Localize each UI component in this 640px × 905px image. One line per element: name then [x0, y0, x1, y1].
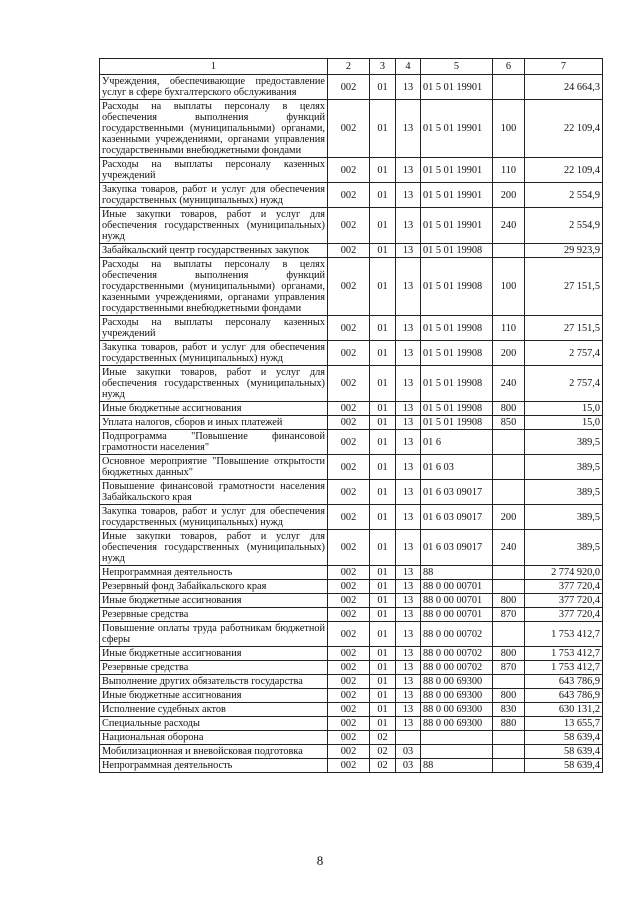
table-row	[100, 731, 603, 745]
pr-cell: 13	[396, 208, 421, 244]
amount-cell: 2 554,9	[525, 208, 603, 244]
vr-cell: 800	[493, 594, 525, 608]
table-row	[100, 647, 603, 661]
row-name-cell: Иные бюджетные ассигнования	[100, 594, 328, 608]
kcsr-cell: 01 6 03 09017	[421, 480, 493, 505]
kcsr-cell: 88 0 00 69300	[421, 689, 493, 703]
amount-cell: 389,5	[525, 455, 603, 480]
vr-cell	[493, 430, 525, 455]
amount-cell: 22 109,4	[525, 158, 603, 183]
rz-cell: 01	[370, 594, 396, 608]
kcsr-cell: 88 0 00 69300	[421, 703, 493, 717]
ved-cell: 002	[328, 622, 370, 647]
ved-cell: 002	[328, 341, 370, 366]
ved-cell: 002	[328, 530, 370, 566]
kcsr-cell: 01 6 03 09017	[421, 505, 493, 530]
vr-cell	[493, 580, 525, 594]
vr-cell	[493, 759, 525, 773]
kcsr-cell	[421, 731, 493, 745]
ved-cell: 002	[328, 183, 370, 208]
ved-cell: 002	[328, 430, 370, 455]
pr-cell: 13	[396, 689, 421, 703]
vr-cell	[493, 622, 525, 647]
row-name-cell: Основное мероприятие "Повышение открытости бюджетных данных"	[100, 455, 328, 480]
rz-cell: 01	[370, 455, 396, 480]
amount-cell: 13 655,7	[525, 717, 603, 731]
kcsr-cell: 01 5 01 19908	[421, 341, 493, 366]
row-name-cell: Уплата налогов, сборов и иных платежей	[100, 416, 328, 430]
kcsr-cell: 01 5 01 19901	[421, 75, 493, 100]
kcsr-cell: 88 0 00 00702	[421, 661, 493, 675]
row-name-cell: Расходы на выплаты персоналу казенных учреждений	[100, 158, 328, 183]
pr-cell: 13	[396, 75, 421, 100]
row-name-cell: Закупка товаров, работ и услуг для обеспечения государственных (муниципальных) нужд	[100, 341, 328, 366]
pr-cell: 03	[396, 759, 421, 773]
row-name-cell: Иные бюджетные ассигнования	[100, 647, 328, 661]
amount-cell: 643 786,9	[525, 689, 603, 703]
kcsr-cell: 01 5 01 19908	[421, 416, 493, 430]
amount-cell: 2 554,9	[525, 183, 603, 208]
ved-cell: 002	[328, 594, 370, 608]
header-cell: 5	[421, 59, 493, 75]
rz-cell: 01	[370, 661, 396, 675]
rz-cell: 01	[370, 208, 396, 244]
amount-cell: 389,5	[525, 505, 603, 530]
header-cell: 6	[493, 59, 525, 75]
ved-cell: 002	[328, 675, 370, 689]
row-name-cell: Иные закупки товаров, работ и услуг для обеспечения государственных (муниципальных) нужд	[100, 366, 328, 402]
row-name-cell: Расходы на выплаты персоналу казенных учреждений	[100, 316, 328, 341]
rz-cell: 01	[370, 689, 396, 703]
vr-cell	[493, 455, 525, 480]
pr-cell: 13	[396, 258, 421, 316]
ved-cell: 002	[328, 208, 370, 244]
pr-cell: 13	[396, 402, 421, 416]
pr-cell: 13	[396, 100, 421, 158]
rz-cell: 01	[370, 530, 396, 566]
rz-cell: 01	[370, 717, 396, 731]
table-row	[100, 505, 603, 530]
ved-cell: 002	[328, 402, 370, 416]
vr-cell	[493, 745, 525, 759]
rz-cell: 01	[370, 566, 396, 580]
rz-cell: 01	[370, 505, 396, 530]
ved-cell: 002	[328, 717, 370, 731]
table-row	[100, 158, 603, 183]
amount-cell: 377 720,4	[525, 608, 603, 622]
page-number: 8	[316, 853, 324, 868]
vr-cell: 200	[493, 505, 525, 530]
rz-cell: 01	[370, 183, 396, 208]
rz-cell: 01	[370, 100, 396, 158]
ved-cell: 002	[328, 703, 370, 717]
rz-cell: 02	[370, 745, 396, 759]
rz-cell: 02	[370, 759, 396, 773]
kcsr-cell: 88 0 00 00702	[421, 622, 493, 647]
row-name-cell: Непрограммная деятельность	[100, 566, 328, 580]
row-name-cell: Повышение оплаты труда работникам бюджетной сферы	[100, 622, 328, 647]
table-row	[100, 208, 603, 244]
vr-cell: 110	[493, 316, 525, 341]
rz-cell: 01	[370, 647, 396, 661]
amount-cell: 58 639,4	[525, 731, 603, 745]
table-row	[100, 745, 603, 759]
row-name-cell: Подпрограмма "Повышение финансовой грамотности населения"	[100, 430, 328, 455]
rz-cell: 01	[370, 402, 396, 416]
pr-cell: 13	[396, 366, 421, 402]
kcsr-cell: 01 5 01 19908	[421, 402, 493, 416]
header-cell: 7	[525, 59, 603, 75]
amount-cell: 29 923,9	[525, 244, 603, 258]
budget-table	[99, 58, 603, 773]
pr-cell: 13	[396, 594, 421, 608]
kcsr-cell: 88	[421, 566, 493, 580]
amount-cell: 2 757,4	[525, 366, 603, 402]
table-row	[100, 183, 603, 208]
vr-cell: 870	[493, 661, 525, 675]
rz-cell: 01	[370, 416, 396, 430]
vr-cell: 200	[493, 183, 525, 208]
row-name-cell: Повышение финансовой грамотности населения Забайкальского края	[100, 480, 328, 505]
row-name-cell: Иные бюджетные ассигнования	[100, 402, 328, 416]
ved-cell: 002	[328, 689, 370, 703]
table-row	[100, 258, 603, 316]
amount-cell: 58 639,4	[525, 745, 603, 759]
pr-cell: 13	[396, 430, 421, 455]
row-name-cell: Резервные средства	[100, 661, 328, 675]
ved-cell: 002	[328, 566, 370, 580]
amount-cell: 630 131,2	[525, 703, 603, 717]
table-row	[100, 703, 603, 717]
pr-cell: 13	[396, 566, 421, 580]
vr-cell: 830	[493, 703, 525, 717]
pr-cell: 13	[396, 455, 421, 480]
ved-cell: 002	[328, 75, 370, 100]
kcsr-cell: 88 0 00 00702	[421, 647, 493, 661]
ved-cell: 002	[328, 100, 370, 158]
pr-cell: 13	[396, 530, 421, 566]
amount-cell: 389,5	[525, 480, 603, 505]
row-name-cell: Специальные расходы	[100, 717, 328, 731]
ved-cell: 002	[328, 258, 370, 316]
row-name-cell: Выполнение других обязательств государства	[100, 675, 328, 689]
pr-cell: 13	[396, 717, 421, 731]
pr-cell: 13	[396, 661, 421, 675]
kcsr-cell: 88	[421, 759, 493, 773]
table-row	[100, 530, 603, 566]
pr-cell: 13	[396, 158, 421, 183]
pr-cell: 13	[396, 505, 421, 530]
ved-cell: 002	[328, 580, 370, 594]
vr-cell	[493, 75, 525, 100]
vr-cell: 800	[493, 689, 525, 703]
pr-cell	[396, 731, 421, 745]
table-row	[100, 430, 603, 455]
pr-cell: 13	[396, 675, 421, 689]
amount-cell: 377 720,4	[525, 580, 603, 594]
kcsr-cell: 01 5 01 19901	[421, 100, 493, 158]
rz-cell: 01	[370, 622, 396, 647]
header-cell: 1	[100, 59, 328, 75]
amount-cell: 1 753 412,7	[525, 647, 603, 661]
pr-cell: 13	[396, 703, 421, 717]
row-name-cell: Закупка товаров, работ и услуг для обеспечения государственных (муниципальных) нужд	[100, 183, 328, 208]
table-row	[100, 566, 603, 580]
table-row	[100, 717, 603, 731]
table-row	[100, 402, 603, 416]
amount-cell: 15,0	[525, 416, 603, 430]
vr-cell: 100	[493, 258, 525, 316]
kcsr-cell: 88 0 00 00701	[421, 580, 493, 594]
amount-cell: 27 151,5	[525, 258, 603, 316]
vr-cell: 240	[493, 366, 525, 402]
header-cell: 4	[396, 59, 421, 75]
vr-cell: 110	[493, 158, 525, 183]
table-row	[100, 480, 603, 505]
vr-cell: 870	[493, 608, 525, 622]
rz-cell: 01	[370, 75, 396, 100]
amount-cell: 22 109,4	[525, 100, 603, 158]
vr-cell: 100	[493, 100, 525, 158]
pr-cell: 13	[396, 316, 421, 341]
kcsr-cell: 01 5 01 19908	[421, 366, 493, 402]
kcsr-cell: 88 0 00 69300	[421, 675, 493, 689]
table-row	[100, 594, 603, 608]
pr-cell: 13	[396, 183, 421, 208]
amount-cell: 15,0	[525, 402, 603, 416]
kcsr-cell: 01 6 03 09017	[421, 530, 493, 566]
table-row	[100, 75, 603, 100]
table-row	[100, 608, 603, 622]
kcsr-cell: 88 0 00 69300	[421, 717, 493, 731]
table-row	[100, 100, 603, 158]
table-row	[100, 341, 603, 366]
pr-cell: 03	[396, 745, 421, 759]
rz-cell: 01	[370, 244, 396, 258]
rz-cell: 01	[370, 580, 396, 594]
pr-cell: 13	[396, 244, 421, 258]
ved-cell: 002	[328, 158, 370, 183]
amount-cell: 377 720,4	[525, 594, 603, 608]
amount-cell: 643 786,9	[525, 675, 603, 689]
kcsr-cell: 88 0 00 00701	[421, 608, 493, 622]
kcsr-cell: 01 5 01 19901	[421, 208, 493, 244]
row-name-cell: Иные бюджетные ассигнования	[100, 689, 328, 703]
vr-cell: 850	[493, 416, 525, 430]
kcsr-cell	[421, 745, 493, 759]
rz-cell: 01	[370, 316, 396, 341]
kcsr-cell: 01 5 01 19908	[421, 258, 493, 316]
rz-cell: 01	[370, 341, 396, 366]
amount-cell: 389,5	[525, 530, 603, 566]
vr-cell: 240	[493, 208, 525, 244]
vr-cell	[493, 480, 525, 505]
table-row	[100, 759, 603, 773]
table-row	[100, 455, 603, 480]
rz-cell: 01	[370, 258, 396, 316]
table-row	[100, 580, 603, 594]
row-name-cell: Мобилизационная и вневойсковая подготовка	[100, 745, 328, 759]
ved-cell: 002	[328, 366, 370, 402]
ved-cell: 002	[328, 316, 370, 341]
row-name-cell: Национальная оборона	[100, 731, 328, 745]
vr-cell: 200	[493, 341, 525, 366]
row-name-cell: Резервные средства	[100, 608, 328, 622]
rz-cell: 01	[370, 480, 396, 505]
table-header-row	[100, 59, 603, 75]
table-row	[100, 416, 603, 430]
pr-cell: 13	[396, 622, 421, 647]
rz-cell: 01	[370, 430, 396, 455]
amount-cell: 1 753 412,7	[525, 622, 603, 647]
pr-cell: 13	[396, 416, 421, 430]
pr-cell: 13	[396, 647, 421, 661]
ved-cell: 002	[328, 608, 370, 622]
pr-cell: 13	[396, 341, 421, 366]
vr-cell	[493, 244, 525, 258]
rz-cell: 01	[370, 675, 396, 689]
pr-cell: 13	[396, 580, 421, 594]
rz-cell: 01	[370, 158, 396, 183]
amount-cell: 1 753 412,7	[525, 661, 603, 675]
row-name-cell: Исполнение судебных актов	[100, 703, 328, 717]
ved-cell: 002	[328, 480, 370, 505]
row-name-cell: Непрограммная деятельность	[100, 759, 328, 773]
kcsr-cell: 01 5 01 19901	[421, 183, 493, 208]
vr-cell: 800	[493, 647, 525, 661]
vr-cell: 800	[493, 402, 525, 416]
ved-cell: 002	[328, 647, 370, 661]
vr-cell: 880	[493, 717, 525, 731]
row-name-cell: Учреждения, обеспечивающие предоставление услуг в сфере бухгалтерского обслуживания	[100, 75, 328, 100]
ved-cell: 002	[328, 661, 370, 675]
pr-cell: 13	[396, 480, 421, 505]
header-cell: 2	[328, 59, 370, 75]
kcsr-cell: 01 5 01 19901	[421, 158, 493, 183]
table-row	[100, 244, 603, 258]
rz-cell: 01	[370, 703, 396, 717]
vr-cell	[493, 731, 525, 745]
amount-cell: 27 151,5	[525, 316, 603, 341]
rz-cell: 02	[370, 731, 396, 745]
amount-cell: 58 639,4	[525, 759, 603, 773]
kcsr-cell: 01 5 01 19908	[421, 244, 493, 258]
header-cell: 3	[370, 59, 396, 75]
kcsr-cell: 01 6 03	[421, 455, 493, 480]
ved-cell: 002	[328, 745, 370, 759]
table-row	[100, 661, 603, 675]
kcsr-cell: 88 0 00 00701	[421, 594, 493, 608]
vr-cell	[493, 566, 525, 580]
kcsr-cell: 01 6	[421, 430, 493, 455]
row-name-cell: Иные закупки товаров, работ и услуг для обеспечения государственных (муниципальных) нужд	[100, 530, 328, 566]
kcsr-cell: 01 5 01 19908	[421, 316, 493, 341]
ved-cell: 002	[328, 731, 370, 745]
rz-cell: 01	[370, 366, 396, 402]
row-name-cell: Резервный фонд Забайкальского края	[100, 580, 328, 594]
amount-cell: 2 774 920,0	[525, 566, 603, 580]
row-name-cell: Расходы на выплаты персоналу в целях обеспечения выполнения функций государственными (муниципальными) органами, казенными учреждениями, органами управления государственными внебюджетными фондами	[100, 258, 328, 316]
ved-cell: 002	[328, 416, 370, 430]
rz-cell: 01	[370, 608, 396, 622]
amount-cell: 389,5	[525, 430, 603, 455]
ved-cell: 002	[328, 244, 370, 258]
amount-cell: 2 757,4	[525, 341, 603, 366]
vr-cell: 240	[493, 530, 525, 566]
ved-cell: 002	[328, 759, 370, 773]
row-name-cell: Расходы на выплаты персоналу в целях обеспечения выполнения функций государственными (муниципальными) органами, казенными учреждениями, органами управления государственными внебюджетными фондами	[100, 100, 328, 158]
row-name-cell: Забайкальский центр государственных закупок	[100, 244, 328, 258]
vr-cell	[493, 675, 525, 689]
table-row	[100, 316, 603, 341]
table-row	[100, 366, 603, 402]
table-row	[100, 689, 603, 703]
ved-cell: 002	[328, 505, 370, 530]
table-row	[100, 675, 603, 689]
row-name-cell: Иные закупки товаров, работ и услуг для обеспечения государственных (муниципальных) нужд	[100, 208, 328, 244]
amount-cell: 24 664,3	[525, 75, 603, 100]
pr-cell: 13	[396, 608, 421, 622]
table-row	[100, 622, 603, 647]
ved-cell: 002	[328, 455, 370, 480]
row-name-cell: Закупка товаров, работ и услуг для обеспечения государственных (муниципальных) нужд	[100, 505, 328, 530]
